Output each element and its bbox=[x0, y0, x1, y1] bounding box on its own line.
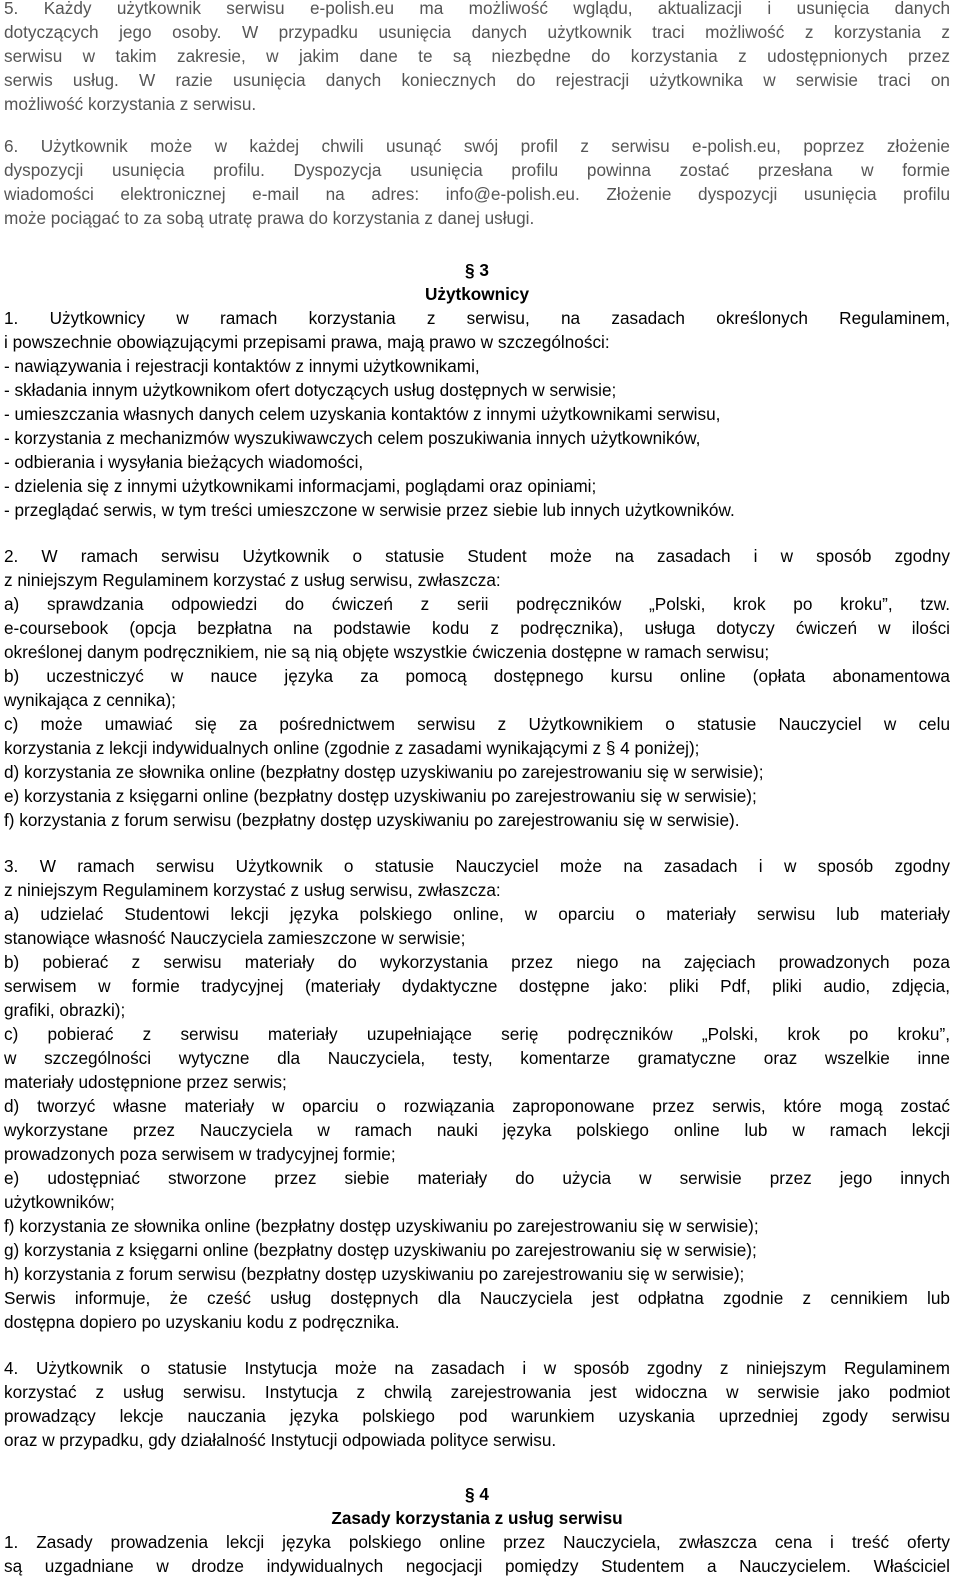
text-line: 4. Użytkownik o statusie Instytucja może na zasadach i w sposób zgodny z niniejszym Regulaminem bbox=[4, 1358, 950, 1378]
text-line: dostępna dopiero po uzyskaniu kodu z podręcznika. bbox=[4, 1312, 400, 1332]
section-3-heading bbox=[4, 258, 950, 306]
text-line: g) korzystania z księgarni online (bezpłatny dostęp uzyskiwaniu po zarejestrowaniu się w serwisie); bbox=[4, 1240, 757, 1260]
text-line: 2. W ramach serwisu Użytkownik o statusie Student może na zasadach i w sposób zgodny bbox=[4, 546, 950, 566]
text-line: z niniejszym Regulaminem korzystać z usług serwisu, zwłaszcza: bbox=[4, 570, 501, 590]
text-line: użytkowników; bbox=[4, 1192, 115, 1212]
text-line: d) korzystania ze słownika online (bezpłatny dostęp uzyskiwaniu po zarejestrowaniu się w serwisie); bbox=[4, 762, 764, 782]
text-line: 3. W ramach serwisu Użytkownik o statusie Nauczyciel może na zasadach i w sposób zgodny bbox=[4, 856, 950, 876]
text-line: grafiki, obrazki); bbox=[4, 1000, 126, 1020]
text-line: 1. Zasady prowadzenia lekcji języka polskiego online przez Nauczyciela, zwłaszcza cena i treść oferty bbox=[4, 1532, 950, 1552]
text-line: możliwość korzystania z serwisu. bbox=[4, 94, 257, 114]
section-3-point-2 bbox=[4, 544, 950, 832]
text-line: korzystać z usług serwisu. Instytucja z chwilą zarejestrowania jest widoczna w serwisie jako podmiot bbox=[4, 1382, 950, 1402]
text-line: e) udostępniać stworzone przez siebie materiały do użycia w serwisie przez jego innych bbox=[4, 1168, 950, 1188]
list-item: - odbierania i wysyłania bieżących wiadomości, bbox=[4, 452, 364, 472]
text-line: Serwis informuje, że cześć usług dostępnych dla Nauczyciela jest odpłatna zgodnie z cennikiem lub bbox=[4, 1288, 950, 1308]
section-3-point-3 bbox=[4, 854, 950, 1334]
paragraph-5 bbox=[4, 0, 950, 116]
text-line: f) korzystania z forum serwisu (bezpłatny dostęp uzyskiwaniu po zarejestrowaniu się w serwisie). bbox=[4, 810, 740, 830]
section-title: Zasady korzystania z usług serwisu bbox=[331, 1508, 623, 1528]
text-line: oraz w przypadku, gdy działalność Instytucji odpowiada polityce serwisu. bbox=[4, 1430, 557, 1450]
text-line: wiadomości elektronicznej e-mail na adres: info@e-polish.eu. Złożenie dyspozycji usunięcia profilu bbox=[4, 184, 950, 204]
text-line: określonej danym podręcznikiem, nie są nią objęte wszystkie ćwiczenia dostępne w ramach serwisu; bbox=[4, 642, 770, 662]
list-item: - przeglądać serwis, w tym treści umieszczone w serwisie przez siebie lub innych użytkowników. bbox=[4, 500, 735, 520]
text-line: materiały udostępnione przez serwis; bbox=[4, 1072, 287, 1092]
text-line: serwisu w takim zakresie, w jakim dane te są niezbędne do korzystania z udostępnionych przez bbox=[4, 46, 950, 66]
section-title: Użytkownicy bbox=[424, 284, 530, 304]
text-line: prowadzonych poza serwisem w tradycyjnej formie; bbox=[4, 1144, 396, 1164]
text-line: z niniejszym Regulaminem korzystać z usług serwisu, zwłaszcza: bbox=[4, 880, 501, 900]
text-line: a) udzielać Studentowi lekcji języka polskiego online, w oparciu o materiały serwisu lub materiały bbox=[4, 904, 950, 924]
text-line: h) korzystania z forum serwisu (bezpłatny dostęp uzyskiwaniu po zarejestrowaniu się w serwisie); bbox=[4, 1264, 745, 1284]
list-item: - korzystania z mechanizmów wyszukiwawczych celem poszukiwania innych użytkowników, bbox=[4, 428, 701, 448]
text-line: są uzgadniane w drodze indywidualnych negocjacji pomiędzy Studentem a Nauczycielem. Właściciel bbox=[4, 1556, 950, 1576]
text-line: może pociągać to za sobą utratę prawa do korzystania z danej usługi. bbox=[4, 208, 535, 228]
text-line: 6. Użytkownik może w każdej chwili usunąć swój profil z serwisu e-polish.eu, poprzez złożenie bbox=[4, 136, 950, 156]
list-item: - nawiązywania i rejestracji kontaktów z innymi użytkownikami, bbox=[4, 356, 480, 376]
list-item: - dzielenia się z innymi użytkownikami informacjami, poglądami oraz opiniami; bbox=[4, 476, 597, 496]
text-line: 5. Każdy użytkownik serwisu e-polish.eu ma możliwość wglądu, aktualizacji i usunięcia danych bbox=[4, 0, 950, 18]
text-line: a) sprawdzania odpowiedzi do ćwiczeń z serii podręczników „Polski, krok po kroku”, tzw. bbox=[4, 594, 950, 614]
text-line: 1. Użytkownicy w ramach korzystania z serwisu, na zasadach określonych Regulaminem, bbox=[4, 308, 950, 328]
text-line: serwis usług. W razie usunięcia danych koniecznych do rejestracji użytkownika w serwisie traci on bbox=[4, 70, 950, 90]
text-line: prowadzący lekcje nauczania języka polskiego pod warunkiem uzyskania uprzedniej zgody serwisu bbox=[4, 1406, 950, 1426]
section-number: § 3 bbox=[465, 260, 489, 280]
paragraph-6 bbox=[4, 134, 950, 230]
text-line: f) korzystania ze słownika online (bezpłatny dostęp uzyskiwaniu po zarejestrowaniu się w serwisie); bbox=[4, 1216, 759, 1236]
section-number: § 4 bbox=[465, 1484, 489, 1504]
section-4-heading bbox=[4, 1482, 950, 1530]
text-line: d) tworzyć własne materiały w oparciu o rozwiązania zaproponowane przez serwis, które mogą zostać bbox=[4, 1096, 950, 1116]
text-line: c) pobierać z serwisu materiały uzupełniające serię podręczników „Polski, krok po kroku”, bbox=[4, 1024, 950, 1044]
text-line: stanowiące własność Nauczyciela zamieszczone w serwisie; bbox=[4, 928, 466, 948]
text-line: wynikająca z cennika); bbox=[4, 690, 176, 710]
text-line: dyspozycji usunięcia profilu. Dyspozycja usunięcia profilu powinna zostać przesłana w formie bbox=[4, 160, 950, 180]
text-line: b) pobierać z serwisu materiały do wykorzystania przez niego na zajęciach prowadzonych poza bbox=[4, 952, 950, 972]
text-line: e-coursebook (opcja bezpłatna na podstawie kodu z podręcznika), usługa dotyczy ćwiczeń w ilości bbox=[4, 618, 950, 638]
text-line: korzystania z lekcji indywidualnych online (zgodnie z zasadami wynikającymi z § 4 poniżej); bbox=[4, 738, 700, 758]
text-line: wykorzystane przez Nauczyciela w ramach nauki języka polskiego online lub w ramach lekcji bbox=[4, 1120, 950, 1140]
text-line: b) uczestniczyć w nauce języka za pomocą dostępnego kursu online (opłata abonamentowa bbox=[4, 666, 950, 686]
list-item: - umieszczania własnych danych celem uzyskania kontaktów z innymi użytkownikami serwisu, bbox=[4, 404, 721, 424]
text-line: w szczególności wytyczne dla Nauczyciela, testy, komentarze gramatyczne oraz wszelkie inne bbox=[4, 1048, 950, 1068]
section-3-point-4 bbox=[4, 1356, 950, 1452]
list-item: - składania innym użytkownikom ofert dotyczących usług dostępnych w serwisie; bbox=[4, 380, 617, 400]
text-line: i powszechnie obowiązującymi przepisami prawa, mają prawo w szczególności: bbox=[4, 332, 610, 352]
text-line: dotyczących jego osoby. W przypadku usunięcia danych użytkownik traci możliwość z korzystania z bbox=[4, 22, 950, 42]
section-3-point-1 bbox=[4, 306, 950, 522]
section-4-point-1 bbox=[4, 1530, 950, 1578]
text-line: c) może umawiać się za pośrednictwem serwisu z Użytkownikiem o statusie Nauczyciel w celu bbox=[4, 714, 950, 734]
text-line: e) korzystania z księgarni online (bezpłatny dostęp uzyskiwaniu po zarejestrowaniu się w serwisie); bbox=[4, 786, 757, 806]
text-line: serwisem w formie tradycyjnej (materiały dydaktyczne dostępne jako: pliki Pdf, pliki audio, zdjęcia, bbox=[4, 976, 950, 996]
